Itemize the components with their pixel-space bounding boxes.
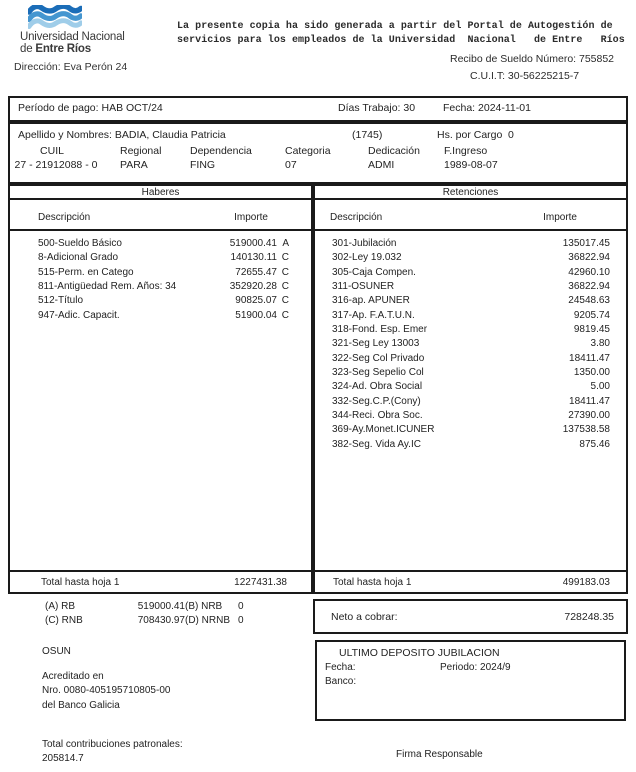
table-row <box>315 251 626 265</box>
deposit-period: Periodo: 2024/9 <box>440 662 511 673</box>
table-row <box>315 438 626 452</box>
row-amount: 1350.00 <box>573 367 610 379</box>
credited-bank: del Banco Galicia <box>42 700 120 711</box>
row-amount: 36822.94 <box>568 252 610 264</box>
row-amount: 519000.41 <box>229 238 277 249</box>
dedicacion-label: Dedicación <box>368 145 420 157</box>
table-row <box>315 423 626 437</box>
table-row <box>10 280 311 294</box>
row-flag: C <box>281 266 289 278</box>
row-amount: 9205.74 <box>573 309 610 321</box>
row-amount: 140130.11 <box>230 252 277 264</box>
row-flag: C <box>281 309 289 321</box>
gross-summary-row-1 <box>45 601 244 612</box>
earnings-total-amount: 1227431.38 <box>234 576 287 588</box>
credited-account-number: Nro. 0080-405195710805-00 <box>42 685 171 696</box>
row-description: 512-Título <box>38 295 84 307</box>
dependencia-value: FING <box>190 159 216 171</box>
nrnb-label: (D) NRNB <box>185 615 230 626</box>
table-row <box>10 266 311 280</box>
table-row <box>315 395 626 409</box>
employer-contributions-value: 205814.7 <box>42 753 84 764</box>
rb-value: 519000.41 <box>137 601 185 612</box>
table-row <box>315 352 626 366</box>
row-flag: C <box>281 252 289 264</box>
table-row <box>315 309 626 323</box>
hours-per-position-value: 0 <box>508 129 514 141</box>
dedicacion-value: ADMI <box>368 159 395 171</box>
nrb-label: (B) NRB <box>185 601 223 612</box>
employee-box <box>8 122 628 184</box>
regional-value: PARA <box>120 159 148 171</box>
row-description: 316-ap. APUNER <box>332 295 410 307</box>
row-amount: 3.80 <box>590 338 610 350</box>
employee-name: Apellido y Nombres: BADIA, Claudia Patricia <box>18 129 226 141</box>
table-row <box>315 323 626 337</box>
deductions-total-row <box>315 570 626 592</box>
university-name-line2-prefix: de <box>20 43 36 55</box>
rnb-label: (C) RNB <box>45 615 83 626</box>
row-description: 500-Sueldo Básico <box>38 238 122 249</box>
days-worked: Días Trabajo: 30 <box>338 102 416 114</box>
credited-line1: Acreditado en <box>42 671 104 682</box>
earnings-desc-header: Descripción <box>38 212 91 223</box>
last-pension-deposit-box <box>315 640 626 721</box>
osun-label: OSUN <box>42 646 71 657</box>
university-name-line2 <box>20 44 91 56</box>
deductions-desc-header: Descripción <box>330 212 383 223</box>
row-description: 318-Fond. Esp. Emer <box>332 324 428 336</box>
row-description: 344-Reci. Obra Soc. <box>332 410 423 422</box>
table-row <box>315 237 626 251</box>
deductions-total-amount: 499183.03 <box>562 576 610 588</box>
cuil-value: 27 - 21912088 - 0 <box>14 159 98 171</box>
table-row <box>315 337 626 351</box>
row-description: 811-Antigüedad Rem. Años: 34 <box>38 281 177 293</box>
copy-notice-line1: La presente copia ha sido generada a partir del Portal de Autogestión de <box>177 21 613 32</box>
row-description: 302-Ley 19.032 <box>332 252 402 264</box>
table-row <box>10 309 311 323</box>
row-description: 324-Ad. Obra Social <box>332 381 423 393</box>
row-amount: 42960.10 <box>568 266 610 278</box>
earnings-rows <box>10 231 311 570</box>
period-box <box>8 96 628 122</box>
earnings-total-label: Total hasta hoja 1 <box>41 576 120 588</box>
gross-summary-row-2 <box>45 615 244 626</box>
rb-label: (A) RB <box>45 601 75 612</box>
row-flag: A <box>282 238 289 249</box>
row-amount: 9819.45 <box>573 324 610 336</box>
pay-period: Período de pago: HAB OCT/24 <box>18 102 163 114</box>
row-amount: 135017.45 <box>562 238 610 249</box>
row-description: 332-Seg.C.P.(Cony) <box>332 395 421 407</box>
table-row <box>315 266 626 280</box>
nrb-value: 0 <box>238 601 244 612</box>
net-pay-label: Neto a cobrar: <box>331 611 398 623</box>
row-description: 382-Seg. Vida Ay.IC <box>332 438 421 450</box>
table-row <box>10 237 311 251</box>
row-amount: 90825.07 <box>235 295 277 307</box>
row-description: 369-Ay.Monet.ICUNER <box>332 424 435 436</box>
row-description: 8-Adicional Grado <box>38 252 119 264</box>
earnings-title: Haberes <box>10 186 311 200</box>
table-row <box>10 294 311 308</box>
row-amount: 18411.47 <box>569 395 610 407</box>
net-pay-box <box>313 599 628 634</box>
receipt-number: Recibo de Sueldo Número: 755852 <box>450 53 615 65</box>
row-amount: 5.00 <box>590 381 610 393</box>
cuil-label: CUIL <box>40 145 64 157</box>
row-amount: 72655.47 <box>235 266 277 278</box>
regional-label: Regional <box>120 145 162 157</box>
university-name-line1: Universidad Nacional <box>20 31 125 43</box>
table-row <box>315 366 626 380</box>
deductions-table <box>313 184 628 594</box>
table-row <box>10 251 311 265</box>
earnings-total-row <box>10 570 311 592</box>
uner-waves-logo <box>28 5 82 32</box>
table-row <box>315 294 626 308</box>
deductions-rows <box>315 231 626 570</box>
cuit: C.U.I.T: 30-56225215-7 <box>470 70 580 82</box>
responsible-signature-label: Firma Responsable <box>396 749 483 760</box>
dependencia-label: Dependencia <box>190 145 252 157</box>
net-pay-amount: 728248.35 <box>564 611 614 623</box>
deposit-bank-label: Banco: <box>325 676 357 687</box>
earnings-table <box>8 184 313 594</box>
pay-date: Fecha: 2024-11-01 <box>443 102 531 114</box>
earnings-amount-header: Importe <box>234 212 268 223</box>
row-amount: 137538.58 <box>562 424 610 436</box>
university-name-line2-bold: Entre Ríos <box>35 43 91 55</box>
row-amount: 27390.00 <box>568 410 610 422</box>
earnings-header-row <box>10 200 311 231</box>
deductions-title: Retenciones <box>315 186 626 200</box>
row-flag: C <box>281 281 289 293</box>
row-amount: 352920.28 <box>229 281 277 293</box>
row-amount: 36822.94 <box>568 281 610 293</box>
row-amount: 875.46 <box>579 438 610 450</box>
row-description: 305-Caja Compen. <box>332 266 416 278</box>
employer-contributions-label: Total contribuciones patronales: <box>42 739 183 750</box>
row-amount: 18411.47 <box>569 352 610 364</box>
deductions-total-label: Total hasta hoja 1 <box>333 576 412 588</box>
categoria-value: 07 <box>285 159 297 171</box>
table-row <box>315 280 626 294</box>
nrnb-value: 0 <box>238 615 244 626</box>
fingreso-value: 1989-08-07 <box>444 159 498 171</box>
categoria-label: Categoria <box>285 145 331 157</box>
university-address: Dirección: Eva Perón 24 <box>14 61 128 73</box>
deposit-date-label: Fecha: <box>325 662 356 673</box>
deductions-header-row <box>315 200 626 231</box>
row-description: 317-Ap. F.A.T.U.N. <box>332 309 415 321</box>
row-amount: 24548.63 <box>568 295 610 307</box>
hours-per-position-label: Hs. por Cargo <box>437 129 503 141</box>
table-row <box>315 380 626 394</box>
employee-code: (1745) <box>352 129 383 141</box>
row-description: 322-Seg Col Privado <box>332 352 425 364</box>
row-description: 515-Perm. en Catego <box>38 266 134 278</box>
fingreso-label: F.Ingreso <box>444 145 488 157</box>
row-description: 321-Seg Ley 13003 <box>332 338 420 350</box>
table-row <box>315 409 626 423</box>
rnb-value: 708430.97 <box>137 615 185 626</box>
row-description: 301-Jubilación <box>332 238 397 249</box>
last-deposit-title: ULTIMO DEPOSITO JUBILACION <box>339 647 500 659</box>
deductions-amount-header: Importe <box>543 212 577 223</box>
row-description: 311-OSUNER <box>332 281 395 293</box>
row-description: 947-Adic. Capacit. <box>38 309 120 321</box>
copy-notice-line2: servicios para los empleados de la Universidad Nacional de Entre Ríos <box>177 35 625 46</box>
row-flag: C <box>281 295 289 307</box>
row-amount: 51900.04 <box>235 309 277 321</box>
row-description: 323-Seg Sepelio Col <box>332 367 424 379</box>
